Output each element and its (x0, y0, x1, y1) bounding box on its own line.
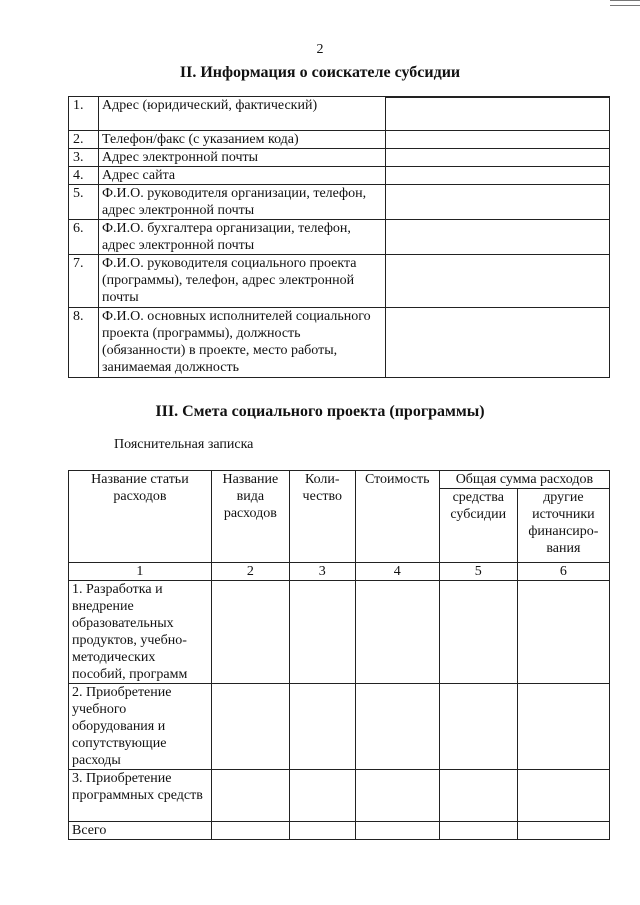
column-number: 3 (289, 563, 355, 581)
table-row (69, 149, 610, 167)
cell[interactable] (517, 770, 609, 822)
table-row (69, 185, 610, 220)
cell[interactable] (289, 684, 355, 770)
table-row (69, 131, 610, 149)
row-label: Адрес сайта (99, 167, 386, 185)
cell[interactable] (517, 684, 609, 770)
table-row (69, 581, 610, 684)
cell[interactable] (289, 581, 355, 684)
page-number: 2 (316, 42, 324, 57)
row-value[interactable] (386, 149, 610, 167)
cell[interactable] (439, 581, 517, 684)
row-value[interactable] (386, 255, 610, 308)
cell[interactable] (439, 822, 517, 840)
row-label: Адрес (юридический, фактический) (99, 97, 386, 131)
expense-item: 3. Приобретение программных средств (69, 770, 212, 822)
cell[interactable] (439, 684, 517, 770)
cell[interactable] (355, 581, 439, 684)
header-expense-type: Название вида расходов (211, 471, 289, 563)
row-value[interactable] (386, 167, 610, 185)
corner-mark (610, 0, 640, 6)
expense-item: 1. Разработка и внедрение образовательных продуктов, учебно-методических пособий, программ (69, 581, 212, 684)
row-value[interactable] (386, 97, 610, 131)
column-number: 5 (439, 563, 517, 581)
header-total-amount: Общая сумма расходов (439, 471, 609, 489)
applicant-info-table (68, 96, 610, 378)
table-row (69, 167, 610, 185)
row-value[interactable] (386, 185, 610, 220)
column-number: 4 (355, 563, 439, 581)
table-row (69, 255, 610, 308)
header-row (69, 471, 610, 489)
row-label: Ф.И.О. руководителя организации, телефон, адрес электронной почты (99, 185, 386, 220)
row-number: 5. (69, 185, 99, 220)
cell[interactable] (289, 822, 355, 840)
cell[interactable] (355, 770, 439, 822)
header-expense-item: Название статьи расходов (69, 471, 212, 563)
row-number: 2. (69, 131, 99, 149)
row-number: 6. (69, 220, 99, 255)
row-value[interactable] (386, 131, 610, 149)
budget-table (68, 470, 610, 840)
row-number: 8. (69, 308, 99, 378)
row-number: 1. (69, 97, 99, 131)
table-row (69, 220, 610, 255)
column-number-row (69, 563, 610, 581)
header-subsidy-funds: средства субсидии (439, 489, 517, 563)
header-other-sources: другие источники финансиро-вания (517, 489, 609, 563)
total-label: Всего (69, 822, 212, 840)
cell[interactable] (289, 770, 355, 822)
cell[interactable] (517, 822, 609, 840)
cell[interactable] (439, 770, 517, 822)
row-label: Ф.И.О. основных исполнителей социального проекта (программы), должность (обязанности) в проекте, место работы, занимаемая должность (99, 308, 386, 378)
cell[interactable] (517, 581, 609, 684)
row-label: Адрес электронной почты (99, 149, 386, 167)
table-row (69, 97, 610, 131)
table-row (69, 770, 610, 822)
row-value[interactable] (386, 308, 610, 378)
row-label: Телефон/факс (с указанием кода) (99, 131, 386, 149)
section2-title: II. Информация о соискателе субсидии (179, 64, 461, 81)
column-number: 2 (211, 563, 289, 581)
explanatory-note: Пояснительная записка (114, 437, 254, 452)
row-value[interactable] (386, 220, 610, 255)
cell[interactable] (211, 581, 289, 684)
cell[interactable] (211, 822, 289, 840)
column-number: 1 (69, 563, 212, 581)
table-row (69, 684, 610, 770)
table-row (69, 822, 610, 840)
expense-item: 2. Приобретение учебного оборудования и сопутствующие расходы (69, 684, 212, 770)
section3-title: III. Смета социального проекта (программы) (155, 403, 485, 420)
row-number: 3. (69, 149, 99, 167)
row-number: 4. (69, 167, 99, 185)
cell[interactable] (211, 684, 289, 770)
cell[interactable] (211, 770, 289, 822)
column-number: 6 (517, 563, 609, 581)
row-label: Ф.И.О. бухгалтера организации, телефон, адрес электронной почты (99, 220, 386, 255)
row-label: Ф.И.О. руководителя социального проекта (программы), телефон, адрес электронной почты (99, 255, 386, 308)
header-quantity: Коли-чество (289, 471, 355, 563)
table-row (69, 308, 610, 378)
cell[interactable] (355, 822, 439, 840)
cell[interactable] (355, 684, 439, 770)
row-number: 7. (69, 255, 99, 308)
header-cost: Стоимость (355, 471, 439, 563)
